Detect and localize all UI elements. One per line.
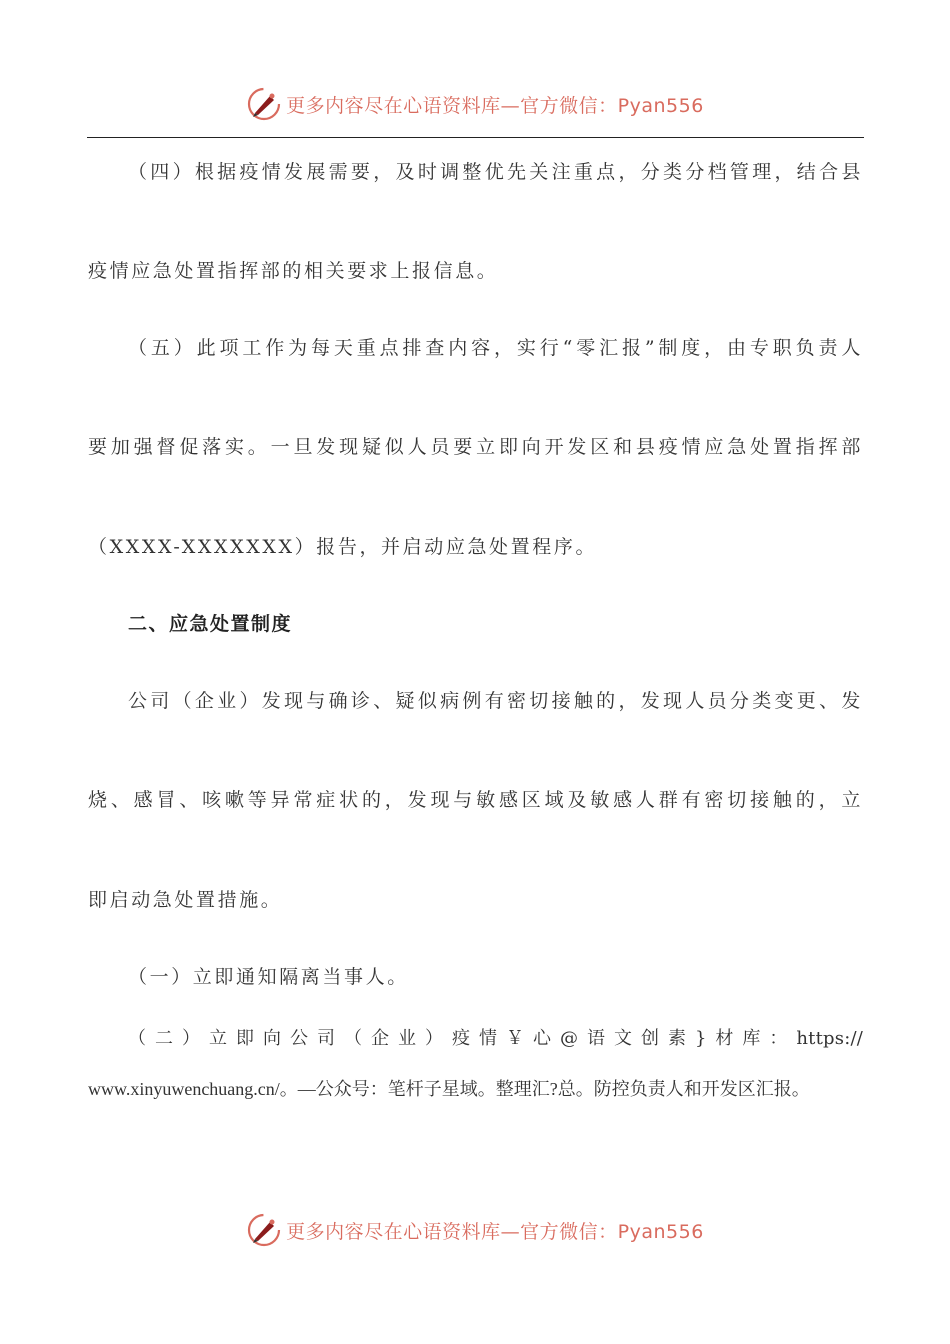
wechat-id: Pyan556 — [617, 94, 704, 117]
paragraph-line: （四）根据疫情发展需要，及时调整优先关注重点，分类分档管理，结合县 — [128, 161, 863, 183]
banner-text: 更多内容尽在心语资料库—官方微信：Pyan556 — [286, 94, 704, 117]
header-banner — [0, 84, 950, 124]
banner-text: 更多内容尽在心语资料库—官方微信：Pyan556 — [286, 1220, 704, 1243]
paragraph-line: 烧、感冒、咳嗽等异常症状的，发现与敏感区域及敏感人群有密切接触的，立 — [88, 789, 863, 811]
section-heading: 二、应急处置制度 — [128, 613, 293, 635]
paragraph-line: 公司（企业）发现与确诊、疑似病例有密切接触的，发现人员分类变更、发 — [128, 690, 863, 712]
header-rule — [87, 137, 864, 138]
wechat-id: Pyan556 — [617, 1220, 704, 1243]
list-item: （一）立即通知隔离当事人。 — [128, 966, 409, 988]
paragraph-line: （五）此项工作为每天重点排查内容，实行“零汇报”制度，由专职负责人 — [128, 337, 863, 359]
footer-banner — [0, 1210, 950, 1250]
pen-nib-logo-icon — [246, 86, 282, 122]
pen-nib-logo-icon — [246, 1212, 282, 1248]
paragraph-line: 即启动急处置措施。 — [88, 889, 283, 911]
paragraph-line: 疫情应急处置指挥部的相关要求上报信息。 — [88, 260, 499, 282]
paragraph-line: （XXXX-XXXXXXX）报告，并启动应急处置程序。 — [88, 536, 598, 558]
list-item-continuation: www.xinyuwenchuang.cn/。—公众号：笔杆子星域。整理汇?总。防控负责人和开发区汇报。 — [88, 1079, 810, 1099]
list-item: （二）立即向公司（企业）疫情￥心@语文创素}材库：https:// — [128, 1028, 863, 1049]
paragraph-line: 要加强督促落实。一旦发现疑似人员要立即向开发区和县疫情应急处置指挥部 — [88, 436, 863, 458]
